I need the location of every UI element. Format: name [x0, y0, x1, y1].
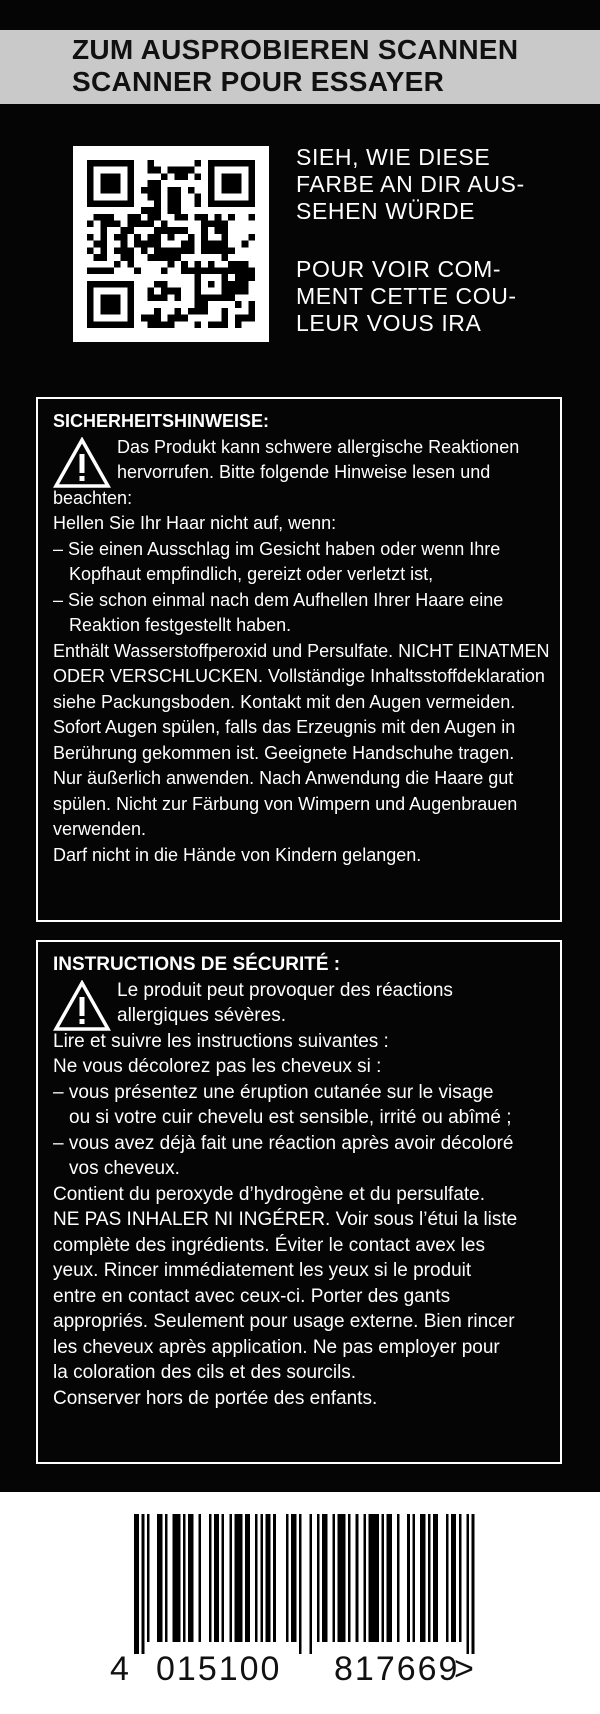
qr-caption-de [296, 144, 566, 225]
safety-line: Sofort Augen spülen, falls das Erzeugnis mit den Augen in [53, 717, 516, 737]
qr-code-pattern [87, 160, 255, 328]
banner-title-de: ZUM AUSPROBIEREN SCANNEN [72, 34, 519, 65]
safety-title-de: SICHERHEITSHINWEISE: [53, 411, 270, 431]
warning-text-line: hervorrufen. Bitte folgende Hinweise lesen und [117, 462, 491, 482]
safety-line: ODER VERSCHLUCKEN. Vollständige Inhaltsstoffdeklaration [53, 666, 545, 686]
safety-line: Enthält Wasserstoffperoxid und Persulfate. NICHT EINATMEN [53, 640, 550, 661]
scan-banner [0, 30, 600, 104]
warning-triangle-icon [53, 980, 111, 1032]
safety-line: – vous avez déjà fait une réaction après avoir décoloré [53, 1132, 514, 1154]
safety-line: la coloration des cils et des sourcils. [53, 1362, 357, 1383]
safety-line: Hellen Sie Ihr Haar nicht auf, wenn: [53, 513, 337, 533]
safety-line: Kopfhaut empfindlich, gereizt oder verletzt ist, [69, 564, 434, 584]
safety-line: – Sie einen Ausschlag im Gesicht haben oder wenn Ihre [53, 538, 501, 559]
safety-line: yeux. Rincer immédiatement les yeux si le produit [53, 1260, 472, 1281]
qr-caption-line: FARBE AN DIR AUS- [296, 171, 525, 197]
safety-line: ou si votre cuir chevelu est sensible, irrité ou abîmé ; [69, 1107, 512, 1128]
qr-code[interactable] [73, 146, 269, 342]
safety-line: Berührung gekommen ist. Geeignete Handschuhe tragen. [53, 742, 515, 763]
warning-row-fr [53, 978, 548, 1029]
barcode-digits-right: 817669 [334, 1650, 460, 1688]
safety-line: spülen. Nicht zur Färbung von Wimpern und Augenbrauen [53, 793, 518, 814]
safety-line: Reaktion festgestellt haben. [69, 615, 292, 635]
safety-line: siehe Packungsboden. Kontakt mit den Augen vermeiden. [53, 691, 516, 712]
safety-line: verwenden. [53, 819, 147, 839]
safety-line: – Sie schon einmal nach dem Aufhellen Ihrer Haare eine [53, 589, 504, 610]
barcode-first-digit: 4 [110, 1650, 131, 1688]
safety-line: Nur äußerlich anwenden. Nach Anwendung die Haare gut [53, 768, 514, 788]
warning-row-de [53, 435, 548, 486]
barcode-end-mark: > [454, 1650, 476, 1688]
qr-caption-fr [296, 256, 566, 337]
safety-line: Lire et suivre les instructions suivantes : [53, 1030, 389, 1052]
safety-line: vos cheveux. [69, 1158, 180, 1179]
warning-text-line: Le produit peut provoquer des réactions [117, 979, 453, 1001]
barcode-panel [0, 1492, 600, 1714]
safety-line: complète des ingrédients. Éviter le contact avex les [53, 1234, 485, 1256]
banner-title-fr: SCANNER POUR ESSAYER [72, 66, 445, 97]
safety-line: appropriés. Seulement pour usage externe. Bien rincer [53, 1311, 515, 1332]
safety-notice-de [36, 397, 562, 922]
warning-text-line: allergiques sévères. [117, 1005, 286, 1026]
safety-line: – vous présentez une éruption cutanée sur le visage [53, 1081, 494, 1103]
safety-notice-fr [36, 940, 562, 1464]
safety-line: entre en contact avec ceux-ci. Porter des gants [53, 1285, 451, 1307]
qr-caption-line: LEUR VOUS IRA [296, 310, 482, 336]
barcode-bars [134, 1514, 482, 1654]
qr-caption-line: SEHEN WÜRDE [296, 198, 476, 224]
warning-triangle-icon [53, 437, 111, 489]
barcode-digits-left: 015100 [156, 1650, 282, 1688]
qr-caption-line: POUR VOIR COM- [296, 256, 502, 282]
safety-line: Ne vous décolorez pas les cheveux si : [53, 1056, 382, 1077]
safety-line: beachten: [53, 487, 133, 508]
safety-line: Contient du peroxyde d’hydrogène et du persulfate. [53, 1183, 486, 1205]
qr-caption-line: SIEH, WIE DIESE [296, 144, 491, 170]
safety-title-fr: INSTRUCTIONS DE SÉCURITÉ : [53, 954, 341, 975]
qr-caption-line: MENT CETTE COU- [296, 283, 517, 309]
safety-line: les cheveux après application. Ne pas employer pour [53, 1336, 500, 1358]
safety-line: Conserver hors de portée des enfants. [53, 1387, 378, 1409]
warning-text-line: Das Produkt kann schwere allergische Reaktionen [117, 436, 520, 457]
safety-line: NE PAS INHALER NI INGÉRER. Voir sous l’étui la liste [53, 1209, 518, 1230]
safety-line: Darf nicht in die Hände von Kindern gelangen. [53, 844, 422, 865]
